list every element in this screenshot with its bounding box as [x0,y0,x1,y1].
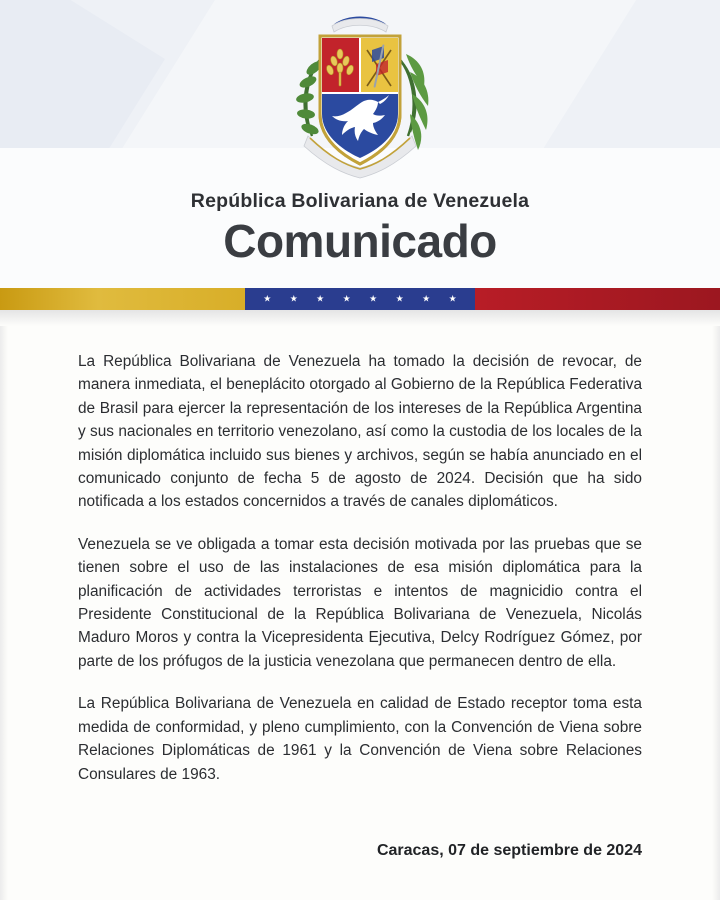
star-icon: ★ [289,293,298,304]
star-icon: ★ [316,293,325,304]
star-icon: ★ [263,293,272,304]
document-header [0,0,720,288]
venezuela-coat-of-arms-icon [260,6,460,184]
page-title: Comunicado [223,215,497,267]
page-edge-right [712,326,720,900]
tricolor-divider [0,288,720,310]
divider-stars [245,294,475,305]
document-body [0,326,720,786]
republic-name: República Bolivariana de Venezuela [190,190,530,212]
star-icon: ★ [369,293,378,304]
title-block [0,190,720,265]
divider-red-segment [475,288,720,310]
star-icon: ★ [395,293,404,304]
page-edge-left [0,326,8,900]
paragraph: La República Bolivariana de Venezuela en calidad de Estado receptor toma esta medida de conformidad, y pleno cumplimiento, con la Convención de Viena sobre Relaciones Diplomáticas de 1961 y la Convención de Viena sobre Relaciones Consulares de 1963. [78,695,642,783]
star-icon: ★ [342,293,351,304]
divider-blue-segment [245,288,475,310]
star-icon: ★ [422,293,431,304]
paragraph: Venezuela se ve obligada a tomar esta decisión motivada por las pruebas que se tienen sobre el uso de las instalaciones de esa misión diplomática para la planificación de actividades terroristas e intentos de magnicidio contra el Presidente Constitucional de la República Bolivariana de Venezuela, Nicolás Maduro Moros y contra la Vicepresidenta Ejecutiva, Delcy Rodríguez Gómez, por parte de los prófugos de la justicia venezolana que permanecen dentro de ella. [78,535,642,670]
star-icon: ★ [448,293,457,304]
divider-shadow [0,310,720,326]
paragraph: La República Bolivariana de Venezuela ha tomado la decisión de revocar, de manera inmediata, el beneplácito otorgado al Gobierno de la República Federativa de Brasil para ejercer la representación de los intereses de la República Argentina y sus nacionales en territorio venezolano, así como la custodia de los locales de la misión diplomática incluido sus bienes y archivos, según se había anunciado en el comunicado conjunto de fecha 5 de agosto de 2024. Decisión que ha sido notificada a los estados concernidos a través de canales diplomáticos. [78,353,642,511]
divider-gold-segment [0,288,245,310]
signature-line: Caracas, 07 de septiembre de 2024 [376,842,642,859]
